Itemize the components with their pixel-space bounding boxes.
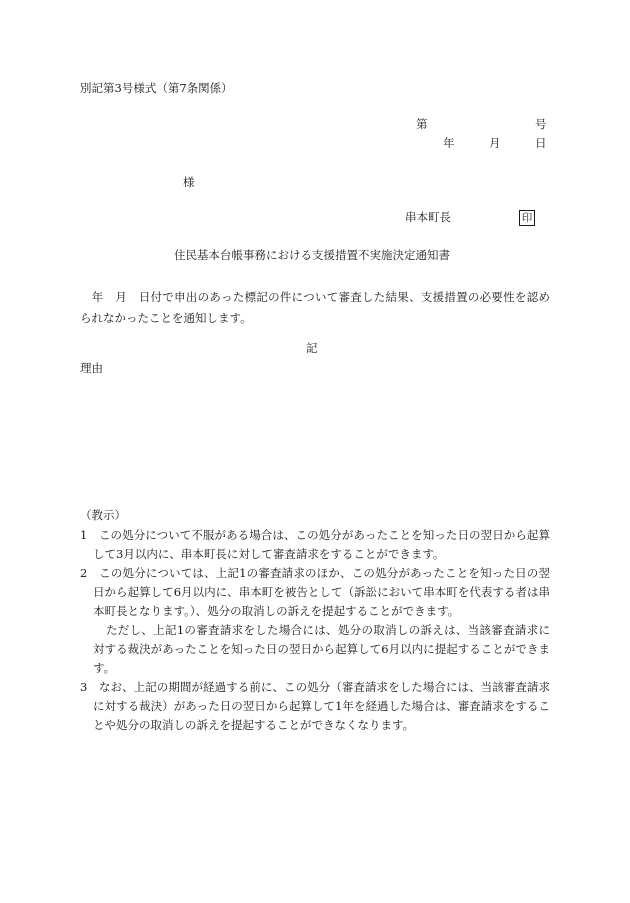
instruction-item-2-proviso: ただし、上記1の審査請求をした場合には、処分の取消しの訴えは、当該審査請求に対する裁決があったことを知った日の翌日から起算して6月以内に提起することができます。 — [93, 623, 550, 675]
date-month: 月 — [489, 136, 501, 150]
reason-label: 理由 — [80, 361, 103, 375]
instruction-item-1: 1 この処分について不服がある場合は、この処分があったことを知った日の翌日から起算して3月以内に、串本町長に対して審査請求をすることができます。 — [80, 528, 550, 561]
kyouji-label: （教示） — [80, 508, 126, 522]
instruction-item-3: 3 なお、上記の期間が経過する前に、この処分（審査請求をした場合には、当該審査請求に対する裁決）があった日の翌日から起算して1年を経過した場合は、審査請求をすることや処分の取消しの訴えを提起することができなくなります。 — [80, 680, 550, 732]
body-text: 年 月 日付で申出のあった標記の件について審査した結果、支援措置の必要性を認められなかったことを通知します。 — [80, 290, 550, 325]
date-year: 年 — [443, 136, 455, 150]
number-prefix: 第 — [416, 117, 428, 131]
document-title: 住民基本台帳事務における支援措置不実施決定通知書 — [174, 248, 450, 262]
number-suffix: 号 — [535, 117, 547, 131]
ki-label: 記 — [306, 341, 318, 355]
addressee-suffix: 様 — [183, 175, 195, 189]
form-id: 別記第3号様式（第7条関係） — [80, 81, 233, 95]
instruction-item-2: 2 この処分については、上記1の審査請求のほか、この処分があったことを知った日の翌日から起算して6月以内に、串本町を被告として（訴訟において串本町を代表する者は串本町長となります。）、処分の取消しの訴えを提起することができます。 — [80, 566, 550, 618]
issuer: 串本町長 — [405, 210, 451, 224]
seal-mark — [519, 210, 535, 226]
date-day: 日 — [535, 136, 547, 150]
seal-char: 印 — [519, 210, 535, 226]
